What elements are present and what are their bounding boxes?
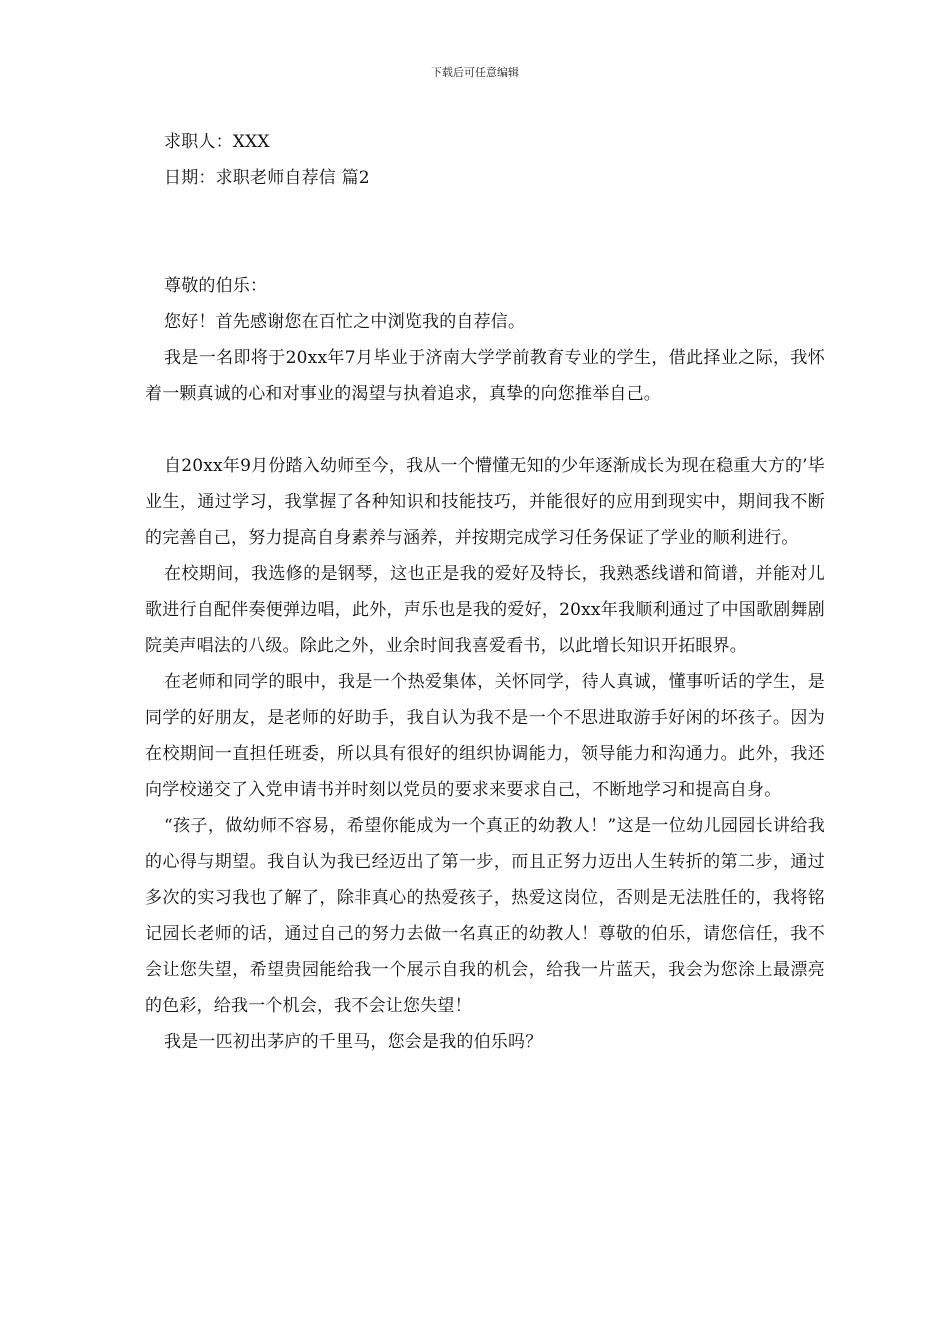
letter-body [145, 124, 825, 1060]
salutation: 尊敬的伯乐： [164, 276, 268, 296]
paragraph-aspiration: “孩子，做幼师不容易，希望你能成为一个真正的幼教人！”这是一位幼儿园园长讲给我的心得与期望。我自认为我已经迈出了第一步，而且正努力迈出人生转折的第二步，通过多次的实习我也了解了，除非真心的热爱孩子，热爱这岗位，否则是无法胜任的，我将铭记园长老师的话，通过自己的努力去做一名真正的幼教人！尊敬的伯乐，请您信任，我不会让您失望，希望贵园能给我一个展示自我的机会，给我一片蓝天，我会为您涂上最漂亮的色彩，给我一个机会，我不会让您失望！ [145, 816, 825, 1016]
paragraph-introduction: 我是一名即将于20xx年7月毕业于济南大学学前教育专业的学生，借此择业之际，我怀着一颗真诚的心和对事业的渴望与执着追求，真挚的向您推举自己。 [145, 348, 825, 404]
spacer [145, 196, 825, 268]
paragraph-closing: 我是一匹初出茅庐的千里马，您会是我的伯乐吗？ [164, 1032, 543, 1052]
paragraph-character: 在老师和同学的眼中，我是一个热爱集体，关怀同学，待人真诚，懂事听话的学生，是同学的好朋友，是老师的好助手，我自认为我不是一个不思进取游手好闲的坏孩子。因为在校期间一直担任班委，所以具有很好的组织协调能力，领导能力和沟通力。此外，我还向学校递交了入党申请书并时刻以党员的要求来要求自己，不断地学习和提高自身。 [145, 672, 825, 800]
paragraph-greeting: 您好！首先感谢您在百忙之中浏览我的自荐信。 [164, 312, 526, 332]
paragraph-study: 自20xx年9月份踏入幼师至今，我从一个懵懂无知的少年逐渐成长为现在稳重大方的’毕业生，通过学习，我掌握了各种知识和技能技巧，并能很好的应用到现实中，期间我不断的完善自己，努力提高自身素养与涵养，并按期完成学习任务保证了学业的顺利进行。 [145, 456, 825, 548]
date-line: 日期：求职老师自荐信 篇2 [164, 168, 370, 188]
paragraph-hobbies: 在校期间，我选修的是钢琴，这也正是我的爱好及特长，我熟悉线谱和简谱，并能对儿歌进行自配伴奏便弹边唱，此外，声乐也是我的爱好，20xx年我顺利通过了中国歌剧舞剧院美声唱法的八级。除此之外，业余时间我喜爱看书，以此增长知识开拓眼界。 [145, 564, 825, 656]
page-header: 下载后可任意编辑 [431, 66, 519, 79]
spacer [145, 412, 825, 448]
applicant-line: 求职人：XXX [164, 132, 270, 152]
